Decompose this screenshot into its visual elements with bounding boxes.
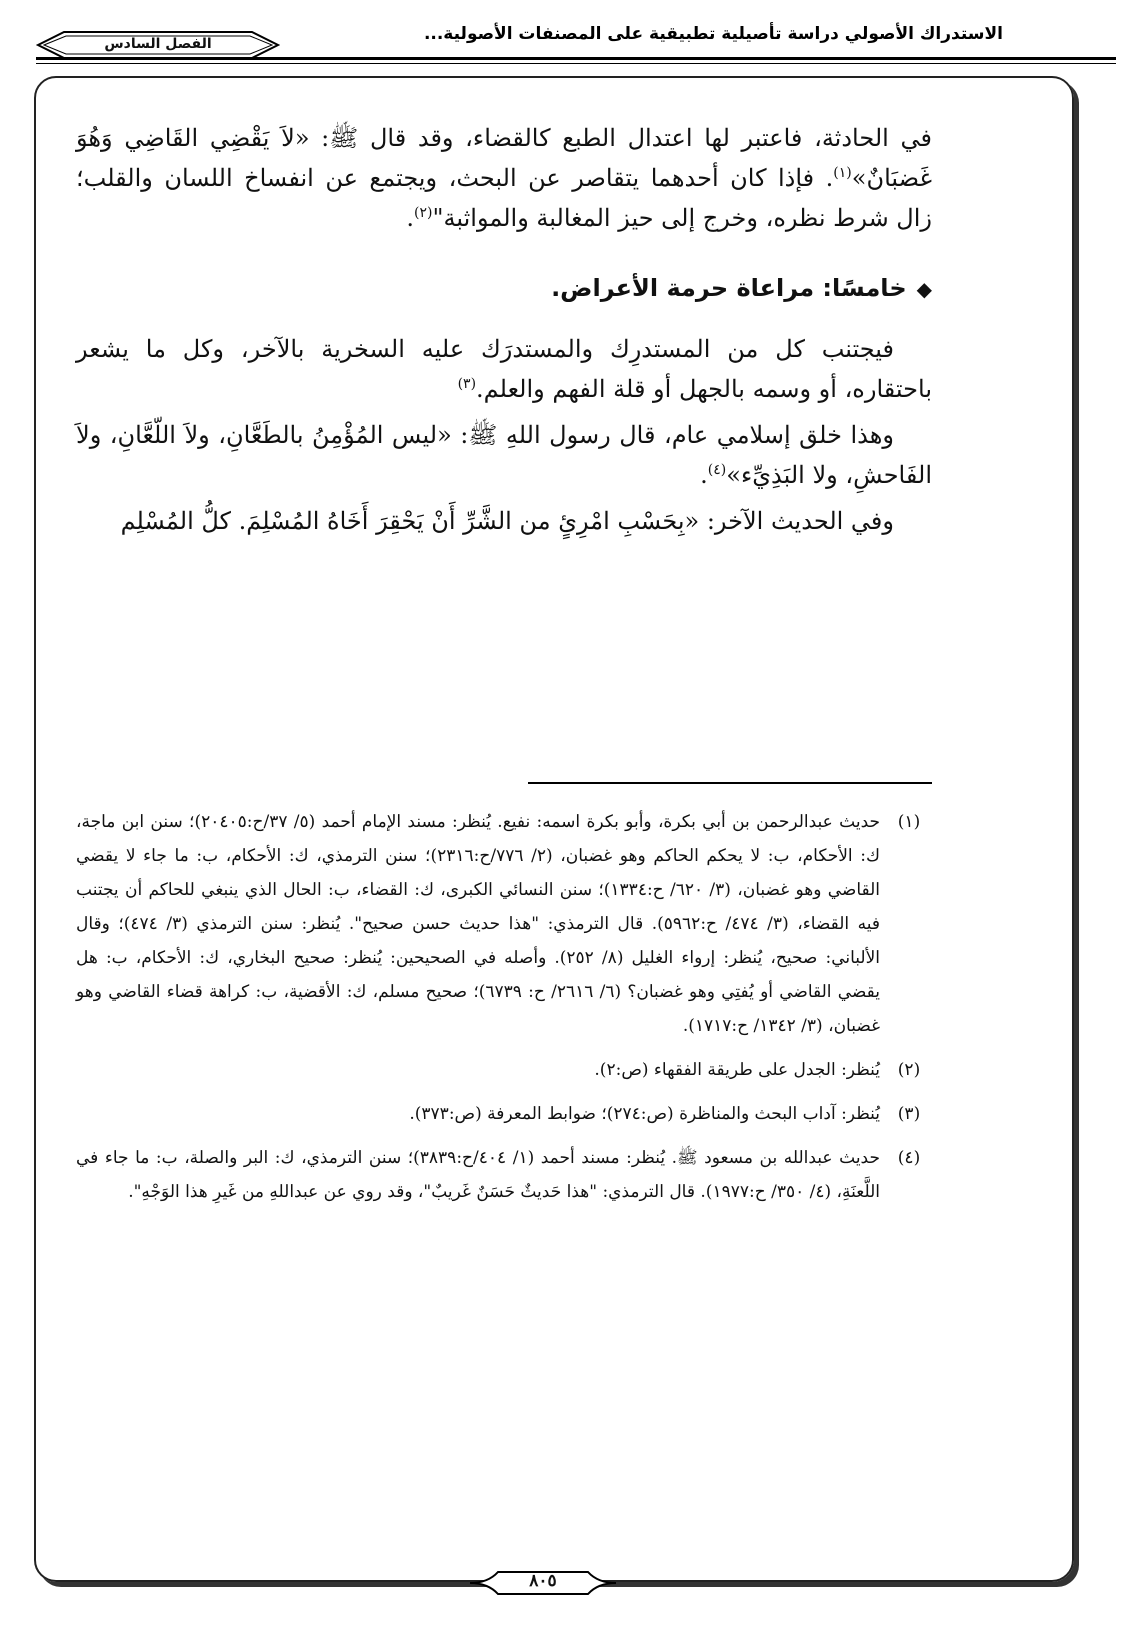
footnote-number: (٣) — [897, 1104, 921, 1124]
footnotes — [76, 805, 932, 1219]
paragraph-1-continued: . فإذا كان أحدهما يتقاصر عن البحث، ويجتمع عن انفساخ اللسان والقلب؛ زال شرط نظره، وخرج إلى حيز المغالبة والمواثبة" — [76, 164, 932, 232]
footnote-item — [76, 1141, 932, 1209]
section-heading — [76, 270, 932, 307]
footnote-number: (١) — [897, 812, 921, 832]
chapter-tab — [36, 30, 280, 60]
diamond-bullet-icon: ◆ — [916, 277, 932, 301]
paragraph-1 — [76, 118, 932, 238]
footnote-ref-2: (٢) — [413, 205, 433, 221]
paragraph-1-end: . — [406, 204, 414, 232]
paragraph-3-text: وهذا خلق إسلامي عام، قال رسول اللهِ ﷺ: «ليس المُؤْمِنُ بالطَعَّانِ، ولاَ اللّعَّانِ، ولاَ الفَاحشِ، ولا البَذِيِّء» — [76, 421, 932, 489]
footnote-ref-1: (١) — [833, 165, 852, 181]
section-heading-text: خامسًا: مراعاة حرمة الأعراض. — [551, 274, 907, 302]
footnote-ref-3: (٣) — [457, 376, 477, 392]
footnote-ref-4: (٤) — [707, 462, 727, 478]
footnote-number: (٤) — [897, 1148, 921, 1168]
paragraph-4: وفي الحديث الآخر: «بِحَسْبِ امْرِئٍ من الشَّرِّ أَنْ يَحْقِرَ أَخَاهُ المُسْلِمَ. كلُّ المُسْلِم — [120, 507, 894, 535]
paragraph-2 — [76, 329, 932, 409]
paragraph-2-text: فيجتنب كل من المستدرِك والمستدرَك عليه السخرية بالآخر، وكل ما يشعر باحتقاره، أو وسمه بالجهل أو قلة الفهم والعلم. — [76, 335, 932, 403]
chapter-label: الفصل السادس — [104, 36, 212, 52]
page-header — [0, 0, 1121, 70]
footnote-text: يُنظر: آداب البحث والمناظرة (ص:٢٧٤)؛ ضوابط المعرفة (ص:٣٧٣). — [409, 1104, 880, 1124]
footnote-item — [76, 1097, 932, 1131]
paragraph-1-text: في الحادثة، فاعتبر لها اعتدال الطبع كالقضاء، وقد قال ﷺ: «لاَ يَقْضِي القَاضِي وَهُوَ غَضبَانٌ» — [76, 124, 932, 192]
paragraph-3 — [76, 415, 932, 495]
footnote-text: حديث عبدالله بن مسعود ﷺ. يُنظر: مسند أحمد (١/ ٤٠٤/ح:٣٨٣٩)؛ سنن الترمذي، ك: البر والصلة، ب: ما جاء في اللَّعنَةِ، (٤/ ٣٥٠/ ح:١٩٧٧). قال الترمذي: "هذا حَديثٌ حَسَنٌ غَريبٌ"، وقد روي عن عبداللهِ من غَيرِ هذا الوَجْهِ". — [76, 1148, 880, 1202]
footnote-number: (٢) — [897, 1060, 921, 1080]
footnote-item — [76, 1053, 932, 1087]
book-title: الاستدراك الأصولي دراسة تأصيلية تطبيقية على المصنفات الأصولية... — [423, 24, 1003, 44]
header-rule — [36, 57, 1116, 60]
header-rule-thin — [36, 63, 1116, 64]
page-number-badge — [468, 1568, 618, 1598]
paragraph-3-end: . — [700, 461, 708, 489]
footnote-separator — [528, 782, 932, 784]
main-text — [76, 118, 932, 547]
footnote-item — [76, 805, 932, 1043]
page-number: ٨٠٥ — [529, 1571, 557, 1591]
footnote-text: يُنظر: الجدل على طريقة الفقهاء (ص:٢). — [594, 1060, 880, 1080]
footnote-text: حديث عبدالرحمن بن أبي بكرة، وأبو بكرة اسمه: نفيع. يُنظر: مسند الإمام أحمد (٥/ ٣٧/ح:٢٠٤٠٥)؛ سنن ابن ماجة، ك: الأحكام، ب: لا يحكم الحاكم وهو غضبان، (٢/ ٧٧٦/ح:٢٣١٦)؛ سنن الترمذي، ك: الأحكام، ب: ما جاء لا يقضي القاضي وهو غضبان، (٣/ ٦٢٠/ ح:١٣٣٤)؛ سنن النسائي الكبرى، ك: القضاء، ب: الحال الذي ينبغي للحاكم أن يجتنب فيه القضاء، (٣/ ٤٧٤/ ح:٥٩٦٢). قال الترمذي: "هذا حديث حسن صحيح". يُنظر: سنن الترمذي (٣/ ٤٧٤)؛ وقال الألباني: صحيح، يُنظر: إرواء الغليل (٨/ ٢٥٢). وأصله في الصحيحين: يُنظر: صحيح البخاري، ك: الأحكام، ب: هل يقضي القاضي أو يُفتِي وهو غضبان؟ (٦/ ٢٦١٦/ ح: ٦٧٣٩)؛ صحيح مسلم، ك: الأقضية، ب: كراهة قضاء القاضي وهو غضبان، (٣/ ١٣٤٢/ ح:١٧١٧). — [76, 812, 881, 1036]
